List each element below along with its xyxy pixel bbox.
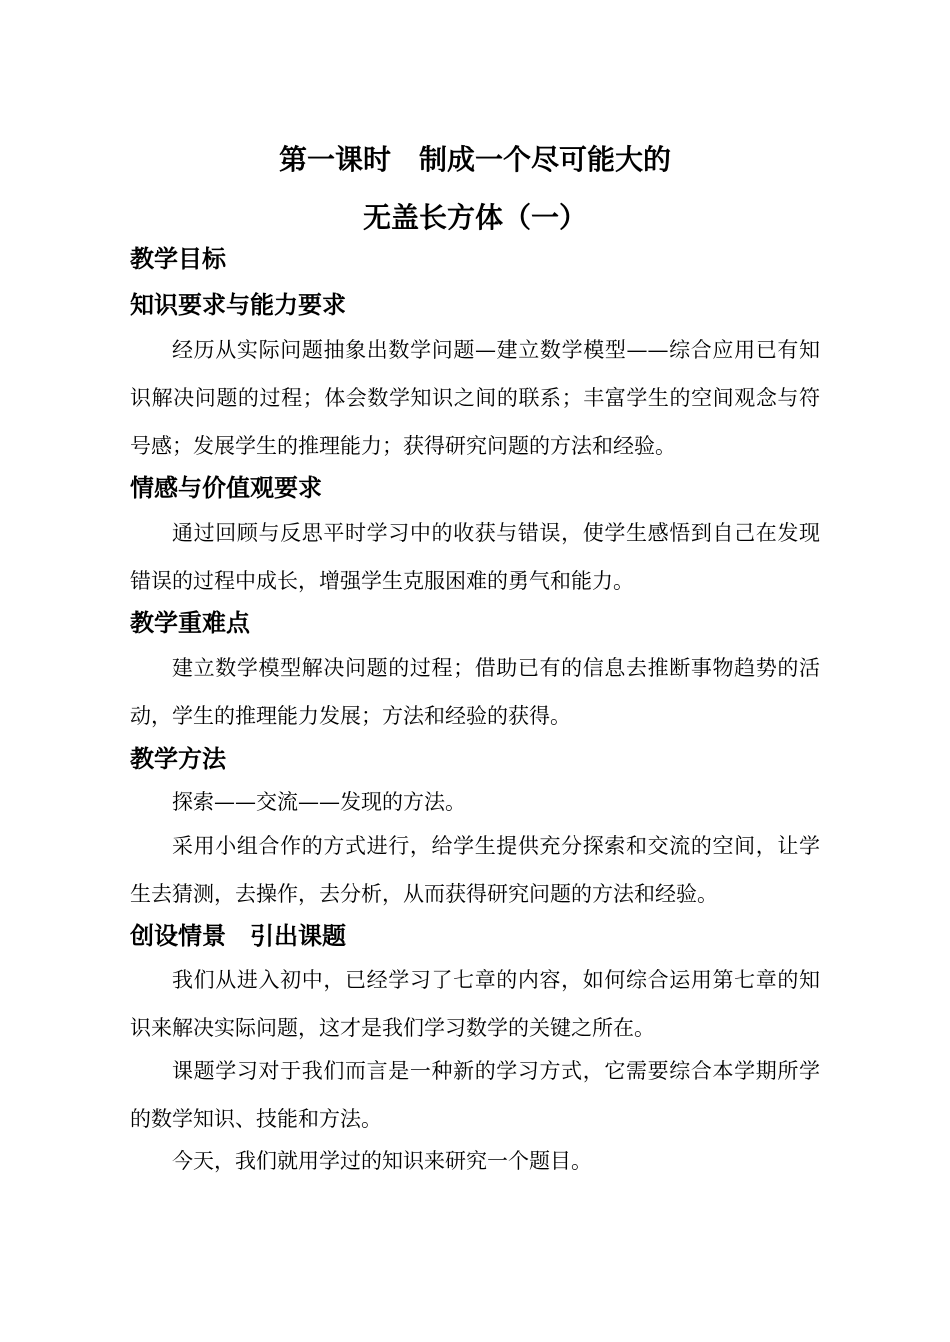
page-title-line-2: 无盖长方体（一） <box>362 201 587 234</box>
heading-key-difficulties: 教学重难点 <box>130 609 250 637</box>
page-title-line-1: 第一课时 制成一个尽可能大的 <box>278 143 671 176</box>
heading-teaching-methods: 教学方法 <box>130 745 226 773</box>
paragraph-intro-3: 今天，我们就用学过的知识来研究一个题目。 <box>172 1149 592 1173</box>
heading-knowledge-ability: 知识要求与能力要求 <box>130 291 346 319</box>
paragraph-intro-1: 我们从进入初中，已经学习了七章的内容，如何综合运用第七章的知识来解决实际问题，这才是我们学习数学的关键之所在。 <box>130 968 820 1040</box>
paragraph-methods-2: 采用小组合作的方式进行，给学生提供充分探索和交流的空间，让学生去猜测，去操作，去分析，从而获得研究问题的方法和经验。 <box>130 834 820 906</box>
paragraph-key-difficulties: 建立数学模型解决问题的过程；借助已有的信息去推断事物趋势的活动，学生的推理能力发展；方法和经验的获得。 <box>130 656 820 728</box>
heading-intro: 创设情景 引出课题 <box>130 922 346 950</box>
heading-teaching-goals: 教学目标 <box>130 245 226 273</box>
heading-emotion-values: 情感与价值观要求 <box>130 474 322 502</box>
paragraph-intro-2: 课题学习对于我们而言是一种新的学习方式，它需要综合本学期所学的数学知识、技能和方法。 <box>130 1059 820 1131</box>
paragraph-knowledge-ability: 经历从实际问题抽象出数学问题—建立数学模型——综合应用已有知识解决问题的过程；体会数学知识之间的联系；丰富学生的空间观念与符号感；发展学生的推理能力；获得研究问题的方法和经验。 <box>130 338 820 458</box>
paragraph-emotion-values: 通过回顾与反思平时学习中的收获与错误，使学生感悟到自己在发现错误的过程中成长，增强学生克服困难的勇气和能力。 <box>130 521 820 593</box>
paragraph-methods-1: 探索——交流——发现的方法。 <box>172 790 466 814</box>
